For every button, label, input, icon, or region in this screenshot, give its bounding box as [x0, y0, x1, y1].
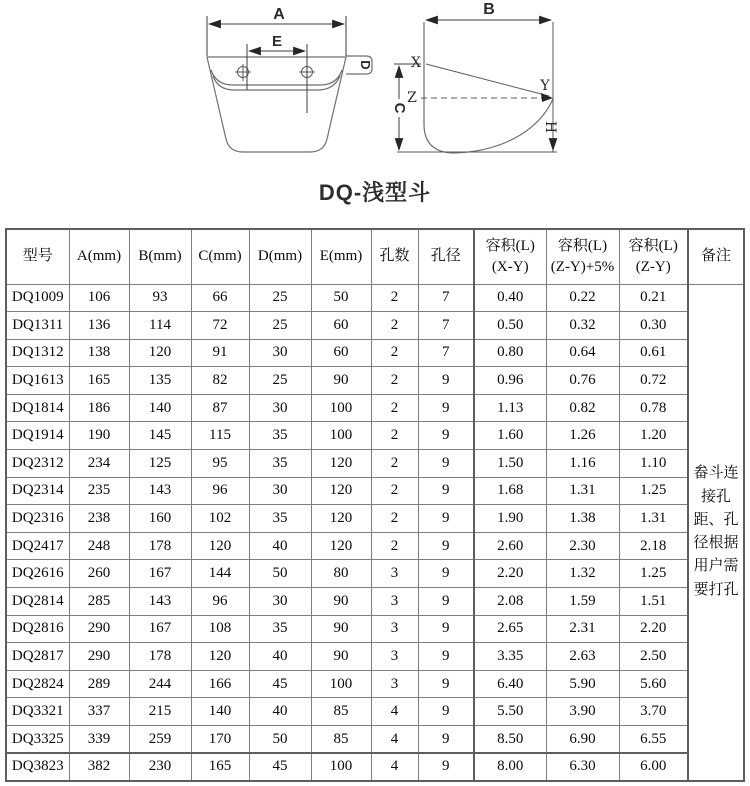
table-cell: DQ2824 [6, 670, 69, 698]
table-cell: 2.08 [474, 588, 546, 616]
table-row [6, 422, 744, 450]
table-cell: DQ1914 [6, 422, 69, 450]
table-cell: 8.50 [474, 726, 546, 754]
table-cell: 289 [69, 670, 129, 698]
table-cell: 1.31 [546, 477, 619, 505]
table-cell: DQ2816 [6, 615, 69, 643]
label-d: D [358, 60, 373, 70]
table-cell: 0.80 [474, 339, 546, 367]
table-cell: 45 [249, 670, 311, 698]
table-cell: 235 [69, 477, 129, 505]
table-cell: DQ2314 [6, 477, 69, 505]
table-cell: 186 [69, 394, 129, 422]
table-cell: 85 [311, 698, 371, 726]
table-cell: 2.63 [546, 643, 619, 671]
table-cell: 100 [311, 753, 371, 781]
table-cell: 1.32 [546, 560, 619, 588]
table-row [6, 394, 744, 422]
table-cell: 40 [249, 532, 311, 560]
table-cell: 160 [129, 505, 191, 533]
bucket-drawings-svg [0, 0, 750, 168]
table-cell: 100 [311, 670, 371, 698]
table-cell: 144 [191, 560, 249, 588]
table-cell: 30 [249, 394, 311, 422]
table-cell: 1.51 [619, 588, 688, 616]
table-cell: 95 [191, 450, 249, 478]
table-cell: 80 [311, 560, 371, 588]
table-cell: 8.00 [474, 753, 546, 781]
table-cell: 90 [311, 588, 371, 616]
table-cell: 6.55 [619, 726, 688, 754]
table-cell: 25 [249, 284, 311, 312]
table-cell: 120 [311, 450, 371, 478]
table-cell: 165 [191, 753, 249, 781]
table-cell: 120 [311, 505, 371, 533]
remark-cell: 畚斗连接孔距、孔径根据用户需要打孔 [688, 284, 744, 781]
table-cell: 7 [418, 312, 474, 340]
table-cell: 260 [69, 560, 129, 588]
table-cell: 9 [418, 560, 474, 588]
table-cell: 9 [418, 367, 474, 395]
table-cell: 238 [69, 505, 129, 533]
table-cell: 120 [129, 339, 191, 367]
table-cell: 2 [371, 367, 418, 395]
table-cell: 290 [69, 615, 129, 643]
table-cell: 2 [371, 532, 418, 560]
table-cell: 50 [249, 560, 311, 588]
table-row [6, 615, 744, 643]
table-cell: 0.72 [619, 367, 688, 395]
table-cell: 90 [311, 643, 371, 671]
table-cell: 30 [249, 339, 311, 367]
table-cell: 35 [249, 450, 311, 478]
table-cell: 2.20 [619, 615, 688, 643]
table-cell: 3.35 [474, 643, 546, 671]
table-cell: 5.90 [546, 670, 619, 698]
table-cell: DQ2814 [6, 588, 69, 616]
table-cell: 382 [69, 753, 129, 781]
mounting-hole-left [235, 64, 251, 81]
table-cell: DQ3325 [6, 726, 69, 754]
table-cell: 4 [371, 726, 418, 754]
side-view-diagram [391, 1, 558, 153]
table-cell: 100 [311, 394, 371, 422]
table-row [6, 284, 744, 312]
table-cell: 9 [418, 422, 474, 450]
label-b: B [483, 1, 495, 18]
table-row [6, 339, 744, 367]
table-cell: 114 [129, 312, 191, 340]
table-cell: 3 [371, 615, 418, 643]
table-cell: 2 [371, 422, 418, 450]
header-row [6, 229, 744, 284]
table-row [6, 450, 744, 478]
table-cell: DQ1311 [6, 312, 69, 340]
table-cell: 138 [69, 339, 129, 367]
table-cell: 9 [418, 588, 474, 616]
table-cell: 143 [129, 477, 191, 505]
table-cell: 0.78 [619, 394, 688, 422]
table-cell: DQ2616 [6, 560, 69, 588]
table-cell: 120 [311, 532, 371, 560]
table-cell: 140 [191, 698, 249, 726]
label-h: H [542, 120, 558, 134]
table-row [6, 726, 744, 754]
table-cell: 35 [249, 422, 311, 450]
table-cell: 1.60 [474, 422, 546, 450]
table-cell: 2 [371, 450, 418, 478]
bucket-front-outline [207, 57, 346, 152]
table-cell: 102 [191, 505, 249, 533]
label-x: X [411, 55, 421, 71]
col-header-hole-diameter: 孔径 [418, 229, 474, 284]
table-cell: 0.22 [546, 284, 619, 312]
table-cell: 7 [418, 339, 474, 367]
table-cell: 1.20 [619, 422, 688, 450]
table-row [6, 588, 744, 616]
col-header-d: D(mm) [249, 229, 311, 284]
table-cell: 85 [311, 726, 371, 754]
table-cell: DQ2312 [6, 450, 69, 478]
table-cell: 143 [129, 588, 191, 616]
table-cell: 125 [129, 450, 191, 478]
table-cell: 2 [371, 284, 418, 312]
table-cell: 82 [191, 367, 249, 395]
bucket-side-profile [424, 22, 553, 153]
table-cell: 2.50 [619, 643, 688, 671]
table-row [6, 670, 744, 698]
table-cell: 25 [249, 367, 311, 395]
table-cell: 1.25 [619, 477, 688, 505]
table-cell: 2 [371, 505, 418, 533]
table-cell: 140 [129, 394, 191, 422]
table-cell: 0.40 [474, 284, 546, 312]
label-y: Y [540, 78, 550, 94]
table-cell: DQ1613 [6, 367, 69, 395]
table-cell: 35 [249, 615, 311, 643]
table-row [6, 532, 744, 560]
table-cell: 2 [371, 394, 418, 422]
table-cell: 96 [191, 588, 249, 616]
table-cell: 120 [191, 532, 249, 560]
table-cell: 3 [371, 560, 418, 588]
table-cell: 244 [129, 670, 191, 698]
table-cell: 2.31 [546, 615, 619, 643]
table-cell: DQ1009 [6, 284, 69, 312]
table-cell: 30 [249, 477, 311, 505]
table-cell: 1.25 [619, 560, 688, 588]
table-cell: DQ1312 [6, 339, 69, 367]
table-cell: 1.59 [546, 588, 619, 616]
table-cell: 2 [371, 339, 418, 367]
col-header-c: C(mm) [191, 229, 249, 284]
table-cell: 259 [129, 726, 191, 754]
table-cell: 1.26 [546, 422, 619, 450]
table-cell: 9 [418, 450, 474, 478]
table-cell: 115 [191, 422, 249, 450]
table-cell: 4 [371, 753, 418, 781]
col-header-volume-zy5: 容积(L) (Z-Y)+5% [546, 229, 619, 284]
table-cell: 108 [191, 615, 249, 643]
table-cell: 285 [69, 588, 129, 616]
table-cell: 7 [418, 284, 474, 312]
table-cell: 50 [311, 284, 371, 312]
table-cell: 9 [418, 726, 474, 754]
table-cell: 2.60 [474, 532, 546, 560]
col-header-model: 型号 [6, 229, 69, 284]
table-cell: 1.10 [619, 450, 688, 478]
spec-table [5, 228, 745, 782]
label-c: C [391, 102, 408, 114]
table-cell: 93 [129, 284, 191, 312]
table-cell: 167 [129, 560, 191, 588]
table-cell: 145 [129, 422, 191, 450]
label-e: E [271, 33, 283, 50]
table-cell: 337 [69, 698, 129, 726]
col-header-remark: 备注 [688, 229, 744, 284]
table-cell: 2 [371, 312, 418, 340]
table-cell: 215 [129, 698, 191, 726]
table-cell: 135 [129, 367, 191, 395]
table-cell: 120 [191, 643, 249, 671]
table-cell: 170 [191, 726, 249, 754]
table-cell: DQ1814 [6, 394, 69, 422]
table-cell: 0.64 [546, 339, 619, 367]
table-cell: DQ3321 [6, 698, 69, 726]
table-cell: DQ2817 [6, 643, 69, 671]
table-cell: 3 [371, 670, 418, 698]
table-cell: 5.60 [619, 670, 688, 698]
table-cell: 106 [69, 284, 129, 312]
table-cell: 0.76 [546, 367, 619, 395]
table-cell: 45 [249, 753, 311, 781]
table-cell: 91 [191, 339, 249, 367]
table-cell: 1.16 [546, 450, 619, 478]
table-row [6, 698, 744, 726]
col-header-e: E(mm) [311, 229, 371, 284]
drawing-title: DQ-浅型斗 [318, 180, 432, 205]
table-cell: 1.31 [619, 505, 688, 533]
table-cell: 3 [371, 588, 418, 616]
table-cell: 9 [418, 477, 474, 505]
table-cell: 230 [129, 753, 191, 781]
table-cell: 90 [311, 615, 371, 643]
table-cell: 9 [418, 698, 474, 726]
table-cell: 40 [249, 643, 311, 671]
col-header-volume-zy: 容积(L) (Z-Y) [619, 229, 688, 284]
technical-drawings [0, 0, 750, 168]
front-view-diagram [207, 6, 373, 152]
label-z: Z [407, 90, 417, 106]
table-cell: 5.50 [474, 698, 546, 726]
table-cell: 0.32 [546, 312, 619, 340]
table-cell: 9 [418, 670, 474, 698]
table-cell: 190 [69, 422, 129, 450]
table-cell: 339 [69, 726, 129, 754]
table-cell: 1.13 [474, 394, 546, 422]
table-cell: DQ3823 [6, 753, 69, 781]
table-cell: 96 [191, 477, 249, 505]
table-cell: 6.00 [619, 753, 688, 781]
table-cell: 1.68 [474, 477, 546, 505]
table-cell: 166 [191, 670, 249, 698]
table-cell: 120 [311, 477, 371, 505]
table-cell: 0.61 [619, 339, 688, 367]
table-row [6, 312, 744, 340]
table-body [6, 284, 744, 781]
table-cell: 60 [311, 312, 371, 340]
table-cell: 0.21 [619, 284, 688, 312]
table-cell: 2.30 [546, 532, 619, 560]
table-row [6, 505, 744, 533]
col-header-b: B(mm) [129, 229, 191, 284]
table-cell: 136 [69, 312, 129, 340]
table-row [6, 477, 744, 505]
table-cell: 165 [69, 367, 129, 395]
table-cell: 3 [371, 643, 418, 671]
table-cell: 6.30 [546, 753, 619, 781]
table-cell: 0.96 [474, 367, 546, 395]
table-cell: 72 [191, 312, 249, 340]
table-cell: 2.18 [619, 532, 688, 560]
table-cell: 90 [311, 367, 371, 395]
table-cell: 66 [191, 284, 249, 312]
table-cell: 1.38 [546, 505, 619, 533]
table-cell: 9 [418, 615, 474, 643]
table-cell: 167 [129, 615, 191, 643]
table-cell: 2 [371, 477, 418, 505]
col-header-volume-xy: 容积(L) (X-Y) [474, 229, 546, 284]
table-cell: 9 [418, 753, 474, 781]
table-cell: 9 [418, 505, 474, 533]
label-a: A [273, 6, 285, 23]
table-cell: 25 [249, 312, 311, 340]
table-cell: 9 [418, 532, 474, 560]
table-cell: 290 [69, 643, 129, 671]
table-cell: 9 [418, 394, 474, 422]
table-cell: 40 [249, 698, 311, 726]
table-cell: 234 [69, 450, 129, 478]
table-cell: 4 [371, 698, 418, 726]
table-cell: 3.90 [546, 698, 619, 726]
table-cell: 178 [129, 643, 191, 671]
table-cell: 9 [418, 643, 474, 671]
table-row [6, 643, 744, 671]
table-row [6, 367, 744, 395]
table-cell: 2.65 [474, 615, 546, 643]
table-cell: 50 [249, 726, 311, 754]
table-cell: 1.90 [474, 505, 546, 533]
table-row [6, 753, 744, 781]
table-cell: 60 [311, 339, 371, 367]
table-cell: 6.90 [546, 726, 619, 754]
table-cell: 87 [191, 394, 249, 422]
table-row [6, 560, 744, 588]
table-cell: 30 [249, 588, 311, 616]
table-cell: DQ2316 [6, 505, 69, 533]
table-cell: 0.30 [619, 312, 688, 340]
table-cell: 1.50 [474, 450, 546, 478]
col-header-a: A(mm) [69, 229, 129, 284]
table-cell: 6.40 [474, 670, 546, 698]
table-cell: 0.82 [546, 394, 619, 422]
table-cell: 100 [311, 422, 371, 450]
table-cell: 248 [69, 532, 129, 560]
y-point-arrow [541, 93, 553, 102]
table-cell: 178 [129, 532, 191, 560]
table-cell: DQ2417 [6, 532, 69, 560]
table-cell: 35 [249, 505, 311, 533]
table-cell: 0.50 [474, 312, 546, 340]
col-header-hole-count: 孔数 [371, 229, 418, 284]
table-cell: 2.20 [474, 560, 546, 588]
table-cell: 3.70 [619, 698, 688, 726]
